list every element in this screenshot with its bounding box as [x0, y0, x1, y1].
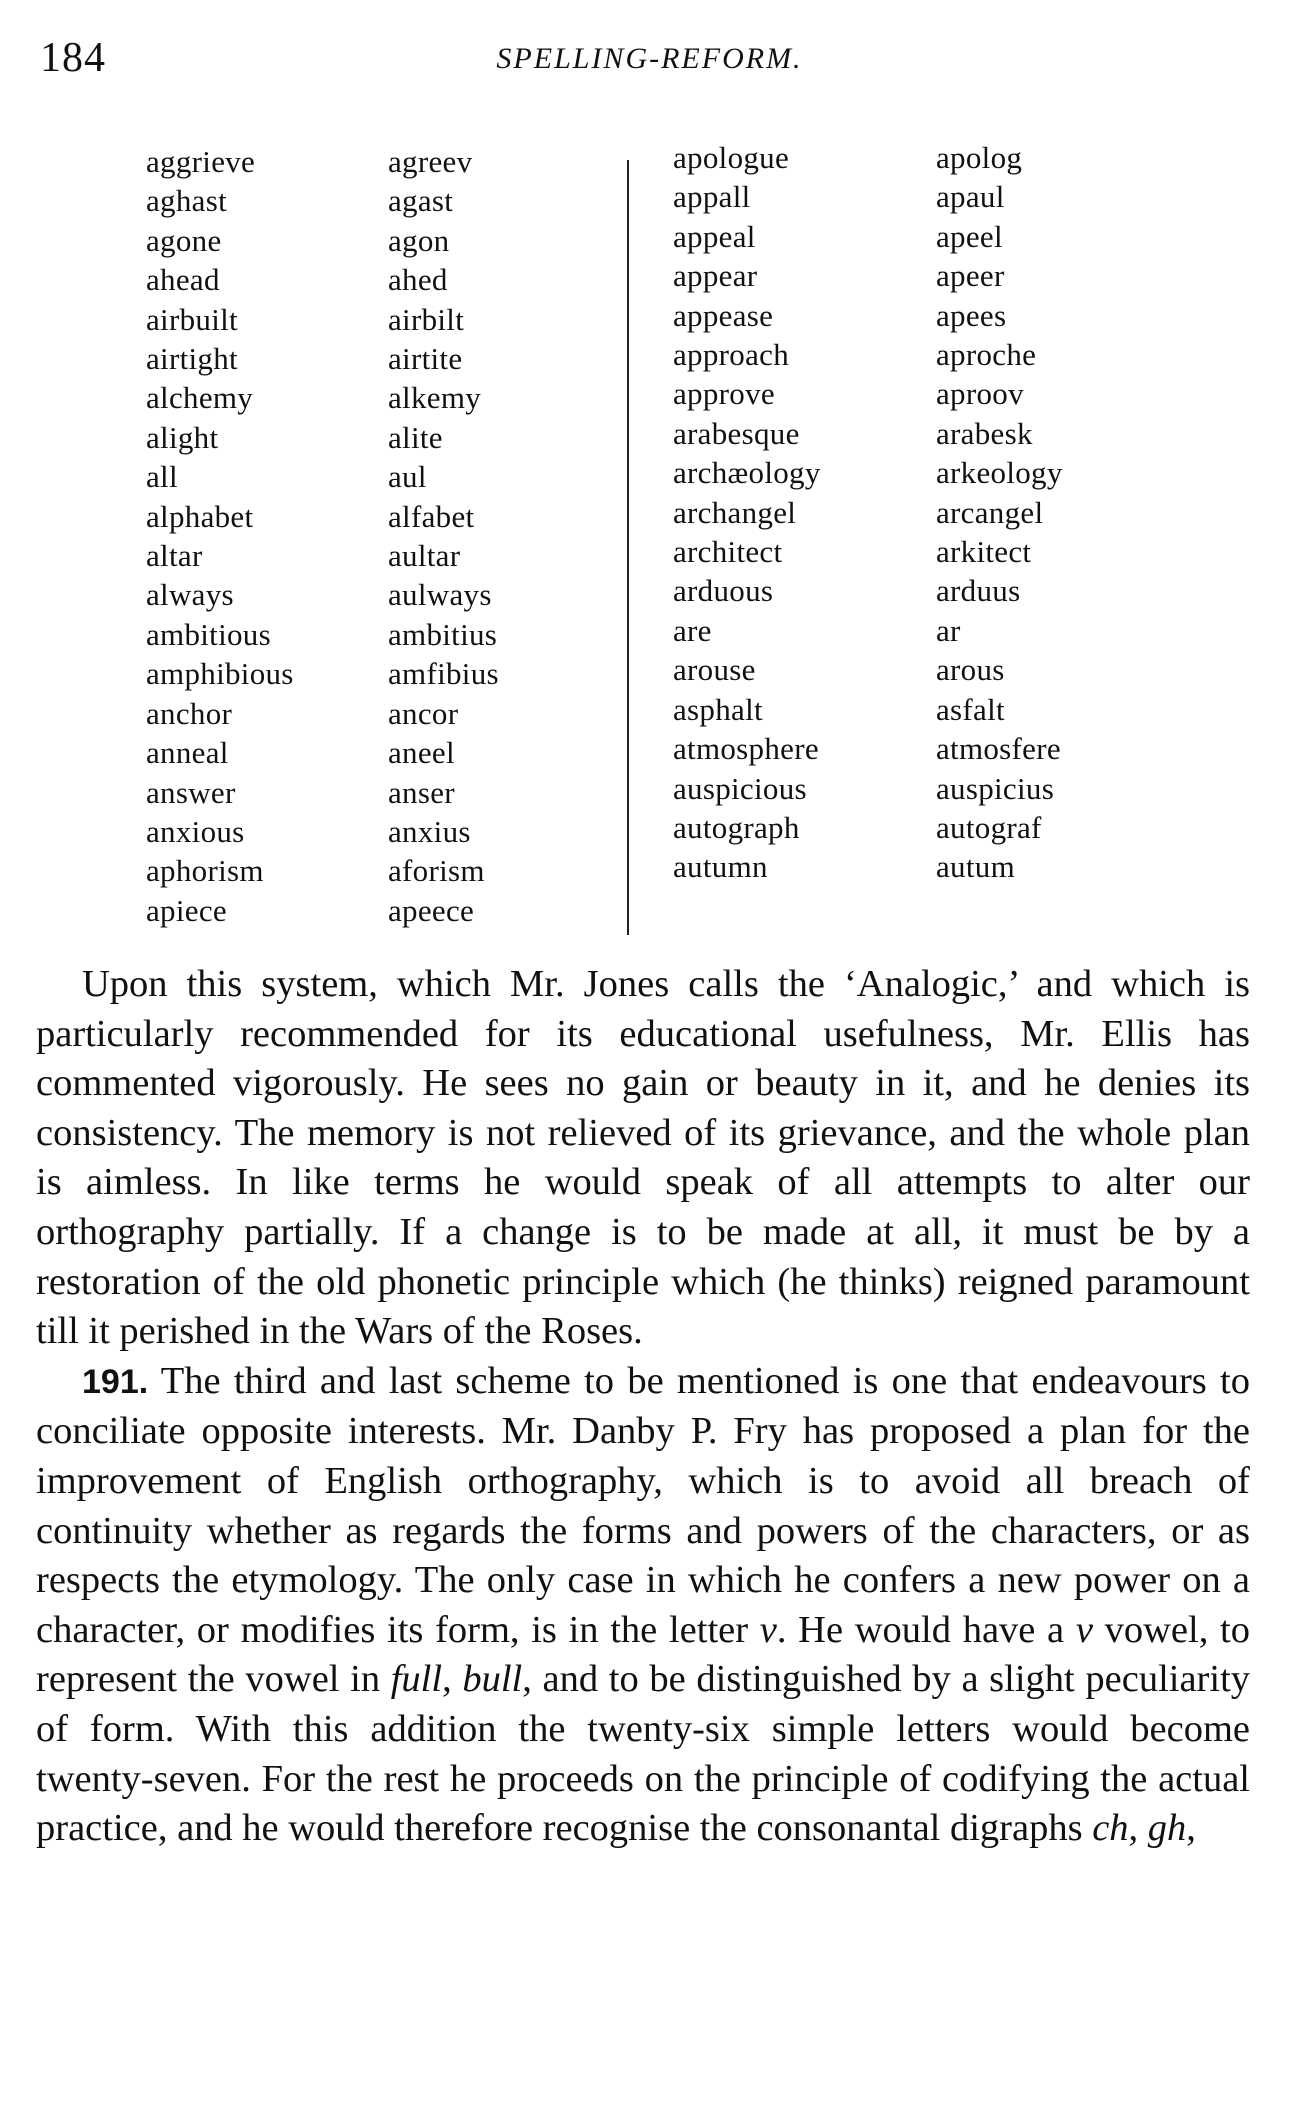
italic-word: bull [462, 1658, 523, 1701]
word-entry: archangel [673, 494, 797, 530]
word-entry: anser [388, 774, 455, 810]
column-divider [627, 160, 629, 935]
paragraph-text: , [1128, 1807, 1148, 1850]
italic-word: v [759, 1608, 777, 1651]
word-entry: arcangel [936, 494, 1044, 530]
word-entry: airtight [146, 341, 238, 377]
word-entry: airbuilt [146, 301, 238, 337]
word-entry: autograf [936, 809, 1042, 845]
word-entry: archæology [673, 455, 821, 491]
word-entry: apeer [936, 258, 1005, 294]
word-entry: autum [936, 849, 1015, 885]
word-entry: altar [146, 538, 203, 574]
word-entry: apeel [936, 218, 1003, 254]
word-entry: asphalt [673, 691, 763, 727]
word-entry: atmosfere [936, 731, 1061, 767]
word-entry: autograph [673, 809, 800, 845]
word-entry: autumn [673, 849, 768, 885]
word-column-old-spelling-left [146, 142, 294, 930]
word-entry: aproov [936, 376, 1024, 412]
word-entry: alfabet [388, 498, 475, 534]
word-entry: apees [936, 297, 1007, 333]
word-entry: aulways [388, 577, 492, 613]
word-entry: anneal [146, 735, 229, 771]
word-entry: aforism [388, 853, 485, 889]
word-entry: arkeology [936, 455, 1063, 491]
word-entry: alkemy [388, 380, 482, 416]
word-entry: ar [936, 612, 961, 648]
word-entry: ambitius [388, 616, 498, 652]
word-entry: apaul [936, 179, 1005, 215]
word-entry: agone [146, 222, 222, 258]
paragraph-text: , and to be distinguished by a slight peculiarity of form. With this addition the twenty-six simple letters would become twenty-seven. For the rest he proceeds on the principle of codifying the actual practice, and he would therefore recognise the consonantal digraphs [36, 1658, 1251, 1850]
italic-word: full [390, 1658, 443, 1701]
paragraph-191 [36, 1357, 1250, 1854]
word-entry: ahed [388, 262, 448, 298]
section-number: 191. [82, 1362, 149, 1401]
word-entry: apeece [388, 892, 475, 928]
word-entry: agast [388, 183, 454, 219]
word-entry: arous [936, 652, 1005, 688]
word-entry: ambitious [146, 616, 271, 652]
word-entry: ancor [388, 695, 459, 731]
paragraph-text: vowel, to represent the vowel in [36, 1608, 1250, 1701]
word-entry: anxious [146, 813, 245, 849]
paragraph-text: , [442, 1658, 463, 1701]
word-entry: appeal [673, 218, 756, 254]
word-entry: asfalt [936, 691, 1005, 727]
word-entry: alight [146, 419, 219, 455]
paragraph-analogic: Upon this system, which Mr. Jones calls the ‘Analogic,’ and which is particularly recommended for its educational usefulness, Mr. Ellis has commented vigorously. He sees no gain or beauty in it, and he denies its consistency. The memory is not relieved of its grievance, and the whole plan is aimless. In like terms he would speak of all attempts to alter our orthography partially. If a change is to be made at all, it must be by a restoration of the old phonetic principle which (he thinks) reigned paramount till it perished in the Wars of the Roses. [36, 963, 1250, 1353]
paragraph-text: , [1186, 1807, 1196, 1850]
word-entry: are [673, 612, 712, 648]
word-entry: architect [673, 534, 783, 570]
word-entry: alphabet [146, 498, 254, 534]
word-entry: auspicious [673, 770, 807, 806]
word-entry: alite [388, 419, 443, 455]
italic-word: ch [1092, 1807, 1129, 1850]
body-text [36, 960, 1250, 1854]
word-entry: answer [146, 774, 236, 810]
word-entry: agreev [388, 144, 473, 179]
word-entry: approach [673, 337, 790, 373]
word-entry: all [146, 459, 178, 495]
italic-word: gh [1147, 1807, 1187, 1850]
page-number: 184 [40, 35, 106, 81]
word-entry: airtite [388, 341, 463, 377]
spelling-word-table [146, 142, 1126, 942]
word-column-old-spelling-right [673, 138, 821, 887]
italic-word: v [1075, 1608, 1093, 1651]
page-header [40, 34, 1259, 84]
word-entry: arabesk [936, 415, 1033, 451]
word-entry: apologue [673, 140, 790, 175]
word-entry: ahead [146, 262, 220, 298]
word-entry: aul [388, 459, 427, 495]
word-entry: aggrieve [146, 144, 256, 179]
word-entry: arouse [673, 652, 756, 688]
word-entry: approve [673, 376, 775, 412]
word-column-new-spelling-right [936, 138, 1063, 887]
word-entry: appease [673, 297, 774, 333]
word-entry: amfibius [388, 656, 499, 692]
word-entry: agon [388, 222, 450, 258]
word-entry: aphorism [146, 853, 264, 889]
word-entry: alchemy [146, 380, 254, 416]
word-entry: airbilt [388, 301, 465, 337]
word-entry: arduous [673, 573, 774, 609]
word-entry: atmosphere [673, 731, 819, 767]
running-title: SPELLING-REFORM. [496, 42, 803, 75]
word-entry: aghast [146, 183, 227, 219]
word-entry: auspicius [936, 770, 1055, 806]
word-entry: always [146, 577, 234, 613]
word-entry: appear [673, 258, 758, 294]
word-entry: arabesque [673, 415, 800, 451]
word-entry: aneel [388, 735, 455, 771]
word-entry: apolog [936, 140, 1023, 175]
word-entry: aultar [388, 538, 461, 574]
word-entry: apiece [146, 892, 227, 928]
paragraph-text: . He would have a [776, 1608, 1076, 1651]
word-column-new-spelling-left [388, 142, 499, 930]
word-entry: arkitect [936, 534, 1032, 570]
word-entry: amphibious [146, 656, 294, 692]
word-entry: aproche [936, 337, 1037, 373]
word-entry: anchor [146, 695, 233, 731]
word-entry: appall [673, 179, 751, 215]
word-entry: arduus [936, 573, 1021, 609]
word-entry: anxius [388, 813, 471, 849]
paragraph-text: The third and last scheme to be mentioned is one that endeavours to conciliate opposite interests. Mr. Danby P. Fry has proposed a plan for the improvement of English orthography, which is to avoid all breach of continuity whether as regards the forms and powers of the characters, or as respects the etymology. The only case in which he confers a new power on a character, or modifies its form, is in the letter [36, 1359, 1250, 1651]
